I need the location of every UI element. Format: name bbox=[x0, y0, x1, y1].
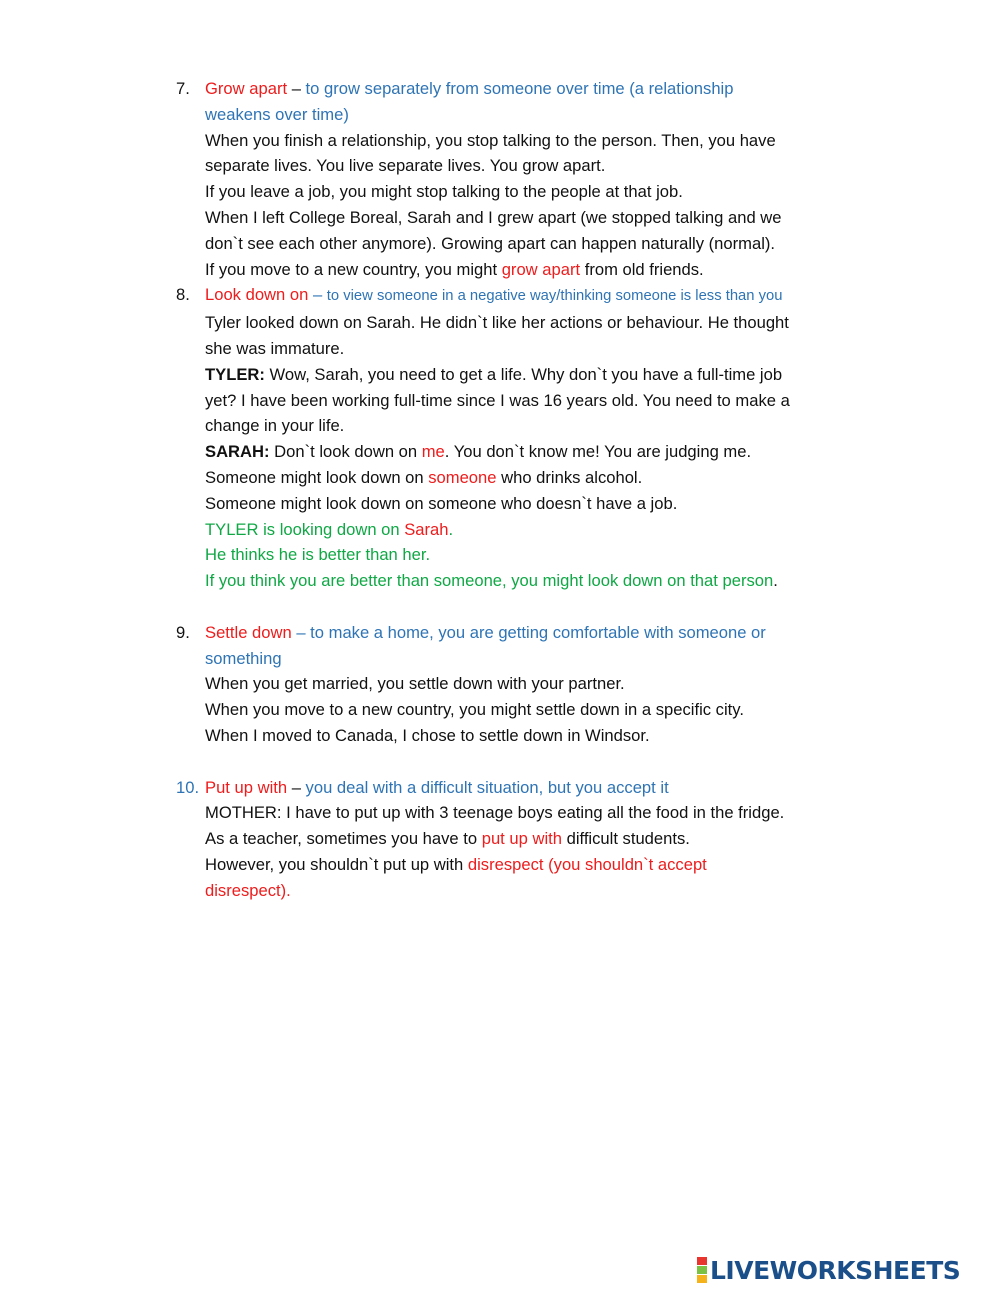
logo-block bbox=[697, 1275, 707, 1283]
dash: – bbox=[308, 285, 327, 305]
dialogue-line bbox=[205, 439, 865, 465]
text: TYLER is looking down on bbox=[205, 519, 405, 539]
logo-blocks-icon bbox=[697, 1257, 707, 1283]
example-line: separate lives. You live separate lives. You grow apart. bbox=[205, 156, 606, 176]
term-line bbox=[205, 76, 865, 102]
text: difficult students. bbox=[561, 829, 690, 849]
text: from old friends. bbox=[580, 259, 704, 279]
text: However, you shouldn`t put up with bbox=[205, 854, 468, 874]
dialogue-line bbox=[205, 362, 865, 388]
definition-continued: weakens over time) bbox=[205, 104, 349, 124]
dash: – bbox=[287, 79, 306, 98]
spacer bbox=[205, 749, 865, 775]
speaker: SARAH: bbox=[205, 442, 270, 462]
definition: you deal with a difficult situation, but you accept it bbox=[305, 777, 669, 797]
highlight: me bbox=[421, 442, 445, 462]
item-number: 10. bbox=[176, 777, 200, 797]
example-line bbox=[205, 826, 865, 852]
definition: – to make a home, you are getting comfortable with someone or bbox=[291, 622, 766, 642]
term-line bbox=[205, 620, 865, 646]
example-line bbox=[205, 465, 865, 491]
speaker: TYLER: bbox=[205, 364, 265, 384]
example-line bbox=[205, 257, 865, 283]
example-line: she was immature. bbox=[205, 338, 345, 358]
logo-block bbox=[697, 1266, 707, 1274]
example-line: When I moved to Canada, I chose to settle down in Windsor. bbox=[205, 725, 650, 745]
dash: – bbox=[287, 777, 306, 797]
green-line: He thinks he is better than her. bbox=[205, 545, 431, 565]
spacer bbox=[205, 594, 865, 620]
dialogue-text: Don`t look down on bbox=[269, 442, 422, 462]
example-line: When you move to a new country, you might settle down in a specific city. bbox=[205, 700, 744, 720]
text: As a teacher, sometimes you have to bbox=[205, 829, 482, 849]
vocab-item-settle-down bbox=[0, 620, 1000, 775]
term: Grow apart bbox=[205, 79, 288, 98]
vocab-item-look-down-on bbox=[0, 282, 1000, 619]
term: Settle down bbox=[205, 622, 292, 642]
text: If you think you are better than someone, you might look down on that person bbox=[205, 571, 774, 591]
text: If you move to a new country, you might bbox=[205, 259, 502, 279]
example-line bbox=[205, 852, 865, 878]
example-line: When you get married, you settle down with your partner. bbox=[205, 674, 625, 694]
green-line bbox=[205, 517, 865, 543]
example-line: Tyler looked down on Sarah. He didn`t like her actions or behaviour. He thought bbox=[205, 313, 789, 333]
dialogue-text: . You don`t know me! You are judging me. bbox=[444, 442, 752, 462]
green-line bbox=[205, 568, 865, 594]
worksheet-page bbox=[0, 76, 1000, 904]
term-line bbox=[205, 775, 865, 801]
example-line: If you leave a job, you might stop talking to the people at that job. bbox=[205, 182, 683, 202]
brand-name: LIVEWORKSHEETS bbox=[710, 1255, 961, 1285]
dialogue-text: Wow, Sarah, you need to get a life. Why don`t you have a full-time job bbox=[264, 364, 783, 384]
term-line bbox=[205, 282, 865, 310]
definition-continued: something bbox=[205, 648, 282, 668]
highlight: put up with bbox=[481, 829, 562, 849]
highlight: grow apart bbox=[501, 259, 581, 279]
term: Put up with bbox=[205, 777, 288, 797]
vocab-item-put-up-with bbox=[0, 775, 1000, 904]
item-number: 8. bbox=[176, 285, 190, 305]
example-line: Someone might look down on someone who doesn`t have a job. bbox=[205, 493, 678, 513]
vocab-item-grow-apart bbox=[0, 76, 1000, 282]
logo-block bbox=[697, 1257, 707, 1265]
text: . bbox=[773, 571, 778, 591]
item-number: 7. bbox=[176, 79, 190, 98]
term: Look down on bbox=[205, 285, 309, 305]
highlight: someone bbox=[428, 467, 497, 487]
text: who drinks alcohol. bbox=[496, 467, 643, 487]
highlight: Sarah bbox=[404, 519, 449, 539]
highlight: disrespect (you shouldn`t accept bbox=[467, 854, 707, 874]
example-line: When you finish a relationship, you stop talking to the person. Then, you have bbox=[205, 130, 776, 150]
liveworksheets-logo bbox=[697, 1255, 960, 1285]
dialogue-line: yet? I have been working full-time since I was 16 years old. You need to make a bbox=[205, 390, 790, 410]
definition: to view someone in a negative way/thinking someone is less than you bbox=[326, 288, 783, 305]
example-line: When I left College Boreal, Sarah and I grew apart (we stopped talking and we bbox=[205, 207, 782, 227]
example-line: MOTHER: I have to put up with 3 teenage boys eating all the food in the fridge. bbox=[205, 803, 785, 823]
item-number: 9. bbox=[176, 622, 190, 642]
text: . bbox=[448, 519, 454, 539]
highlight-continued: disrespect). bbox=[205, 880, 291, 900]
text: Someone might look down on bbox=[205, 467, 429, 487]
example-line: don`t see each other anymore). Growing apart can happen naturally (normal). bbox=[205, 233, 776, 253]
definition: to grow separately from someone over time (a relationship bbox=[305, 79, 734, 98]
dialogue-line: change in your life. bbox=[205, 416, 345, 436]
